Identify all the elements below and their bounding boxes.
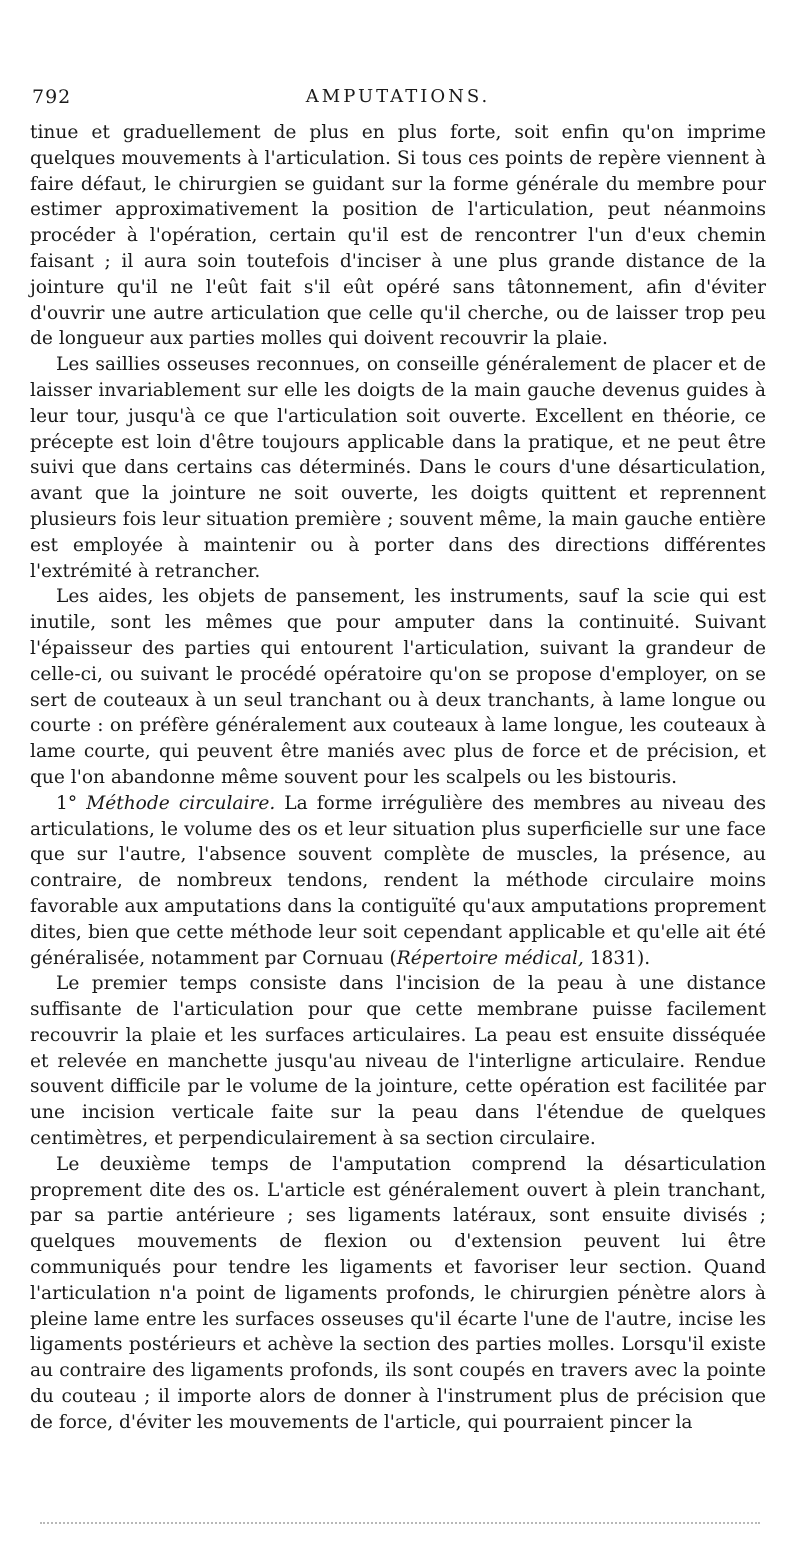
section-heading: Méthode circulaire.: [86, 792, 276, 814]
paragraph-deuxieme-temps: Le deuxième temps de l'amputation comprend la désarticulation proprement dite des os. L'article est généralement ouvert à plein tranchant, par sa partie antérieure ; ses ligaments latéraux, sont ensuite divisés ; quelques mouvements de flexion ou d'extension peuvent lui être communiqués pour tendre les ligaments et favoriser leur section. Quand l'articulation n'a point de ligaments profonds, le chirurgien pénètre alors à pleine lame entre les surfaces osseuses qu'il écarte l'une de l'autre, incise les ligaments postérieurs et achève la section des parties molles. Lorsqu'il existe au contraire des ligaments profonds, ils sont coupés en travers avec la pointe du couteau ; il importe alors de donner à l'instrument plus de précision que de force, d'éviter les mouvements de l'article, qui pourraient pincer la: [30, 1153, 766, 1433]
paragraph-saillies: Les saillies osseuses reconnues, on conseille généralement de placer et de laisser invariablement sur elle les doigts de la main gauche devenus guides à leur tour, jusqu'à ce que l'articulation soit ouverte. Excellent en théorie, ce précepte est loin d'être toujours applicable dans la pratique, et ne peut être suivi que dans certains cas déterminés. Dans le cours d'une désarticulation, avant que la jointure ne soit ouverte, les doigts quittent et reprennent plusieurs fois leur situation première ; souvent même, la main gauche entière est employée à maintenir ou à porter dans des directions différentes l'extrémité à retrancher.: [30, 354, 766, 582]
paragraph-text-end: 1831).: [583, 947, 651, 969]
citation-title: Répertoire médical,: [396, 947, 584, 969]
paragraph-methode-circulaire: [30, 791, 766, 972]
page-body: [30, 120, 766, 1436]
bottom-scan-artifact: [40, 1522, 760, 1524]
running-title: AMPUTATIONS.: [305, 86, 491, 107]
paragraph-aides: Les aides, les objets de pansement, les instruments, sauf la scie qui est inutile, sont les mêmes que pour amputer dans la continuité. Suivant l'épaisseur des parties qui entourent l'articulation, suivant la grandeur de celle-ci, ou suivant le procédé opératoire qu'on se propose d'employer, on se sert de couteaux à un seul tranchant ou à deux tranchants, à lame longue ou courte : on préfère généralement aux couteaux à lame longue, les couteaux à lame courte, qui peuvent être maniés avec plus de force et de précision, et que l'on abandonne même souvent pour les scalpels ou les bistouris.: [30, 586, 766, 788]
paragraph-text: La forme irrégulière des membres au niveau des articulations, le volume des os et leur situation plus superficielle sur une face que sur l'autre, l'absence souvent complète de muscles, la présence, au contraire, de nombreux tendons, rendent la méthode circulaire moins favorable aux amputations dans la contiguïté qu'aux amputations proprement dites, bien que cette méthode leur soit cependant applicable et qu'elle ait été généralisée, notamment par Cornuau (: [30, 792, 766, 969]
page-header: [30, 86, 766, 120]
section-number: 1°: [56, 792, 78, 814]
paragraph-continuation: tinue et graduellement de plus en plus forte, soit enfin qu'on imprime quelques mouvements à l'articulation. Si tous ces points de repère viennent à faire défaut, le chirurgien se guidant sur la forme générale du membre pour estimer approximativement la position de l'articulation, peut néanmoins procéder à l'opération, certain qu'il est de rencontrer l'un d'eux chemin faisant ; il aura soin toutefois d'inciser à une plus grande distance de la jointure qu'il ne l'eût fait s'il eût opéré sans tâtonnement, afin d'éviter d'ouvrir une autre articulation que celle qu'il cherche, ou de laisser trop peu de longueur aux parties molles qui doivent recouvrir la plaie.: [30, 122, 766, 350]
page-number: 792: [32, 86, 72, 108]
paragraph-premier-temps: Le premier temps consiste dans l'incision de la peau à une distance suffisante de l'articulation pour que cette membrane puisse facilement recouvrir la plaie et les surfaces articulaires. La peau est ensuite disséquée et relevée en manchette jusqu'au niveau de l'interligne articulaire. Rendue souvent difficile par le volume de la jointure, cette opération est facilitée par une incision verticale faite sur la peau dans l'étendue de quelques centimètres, et perpendiculairement à sa section circulaire.: [30, 973, 766, 1150]
